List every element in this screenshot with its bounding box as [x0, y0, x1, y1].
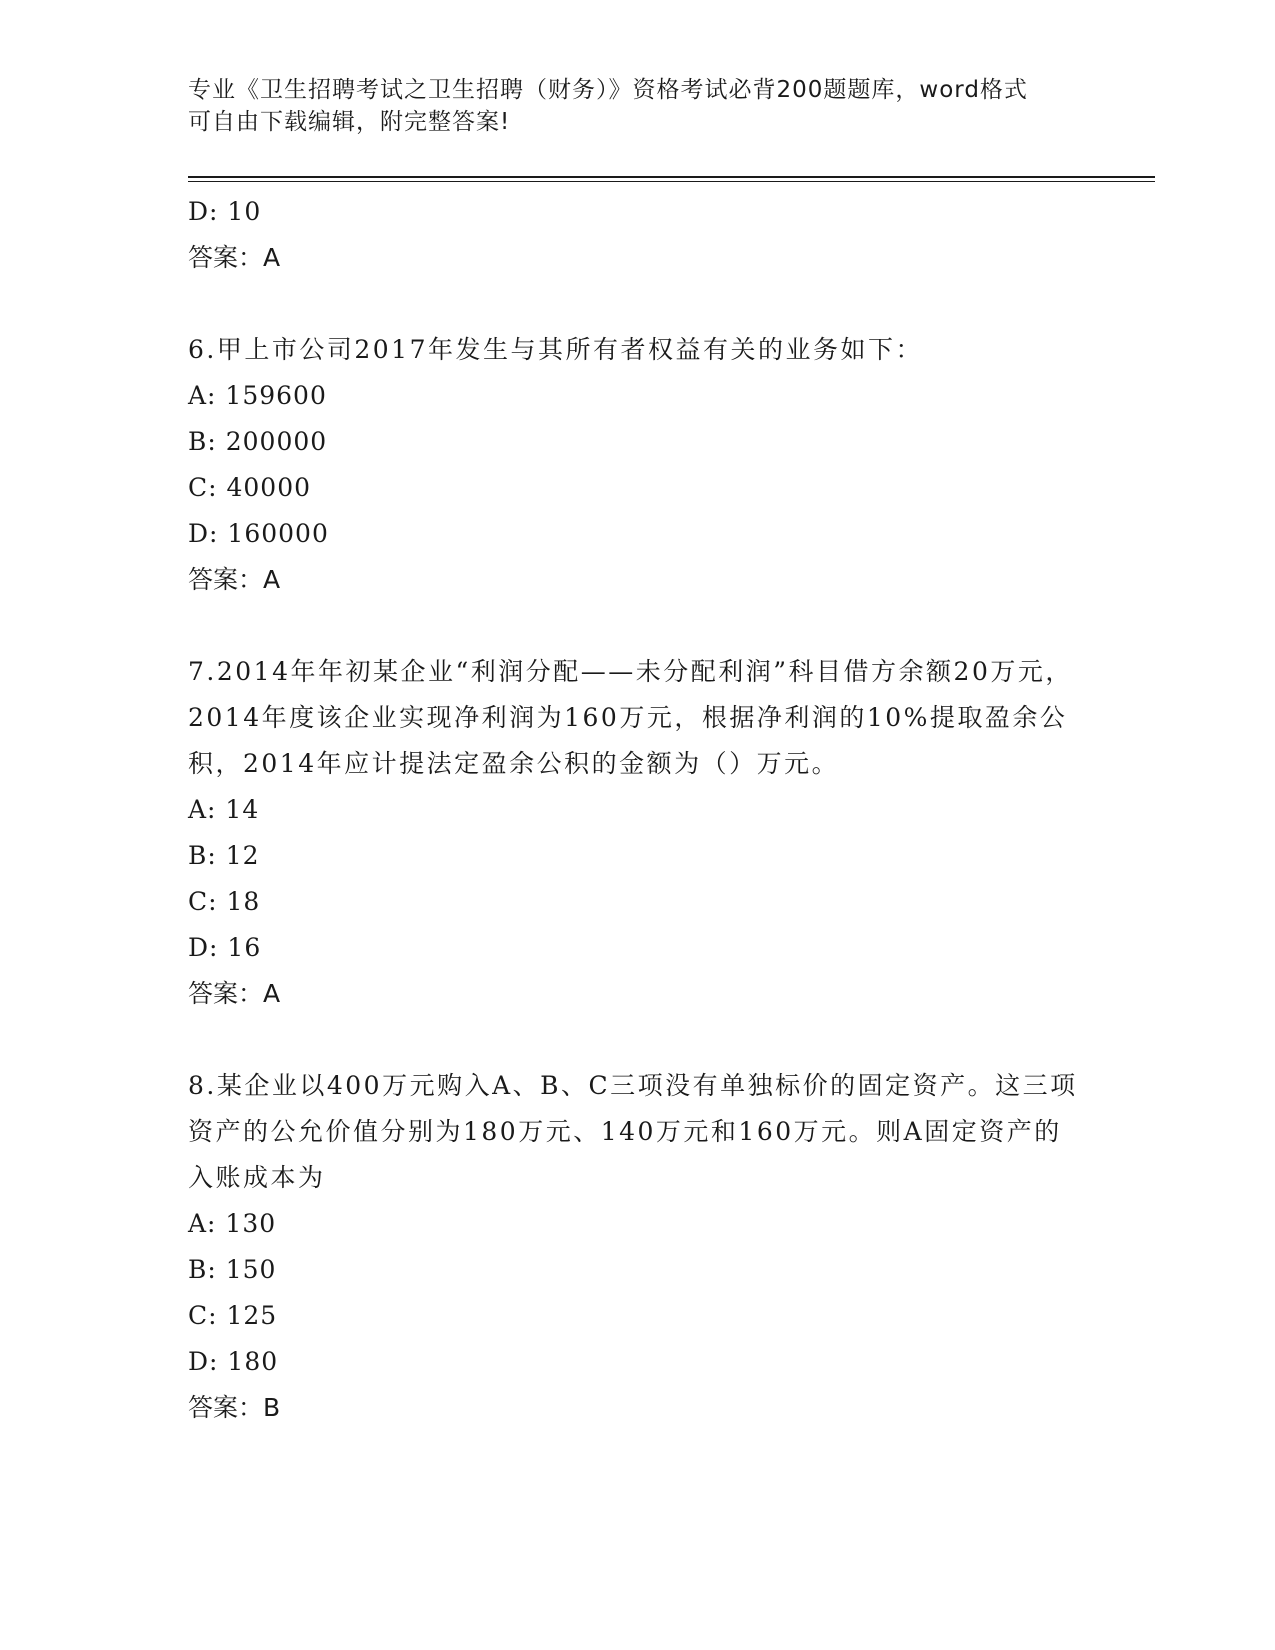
option-c: C: 40000	[188, 473, 312, 502]
answer-label: 答案：A	[188, 243, 281, 272]
question-8	[188, 1063, 1088, 1431]
answer-label: 答案：B	[188, 1393, 281, 1422]
option-d: D: 160000	[188, 519, 329, 548]
spacer	[188, 603, 1088, 649]
option-a: A: 130	[188, 1209, 277, 1238]
question-7	[188, 649, 1088, 1017]
answer-label: 答案：A	[188, 565, 281, 594]
spacer	[188, 1017, 1088, 1063]
spacer	[188, 281, 1088, 327]
option-d: D: 10	[188, 197, 262, 226]
option-d: D: 16	[188, 933, 262, 962]
option-a: A: 159600	[188, 381, 327, 410]
header-divider	[188, 176, 1155, 182]
question-text: 6.甲上市公司2017年发生与其所有者权益有关的业务如下：	[188, 335, 923, 364]
document-header	[188, 74, 1068, 138]
option-c: C: 18	[188, 887, 261, 916]
question-text: 7.2014年年初某企业“利润分配——未分配利润”科目借方余额20万元，2014年度该企业实现净利润为160万元，根据净利润的10%提取盈余公积，2014年应计提法定盈余公积的金额为（）万元。	[188, 657, 1073, 778]
option-d: D: 180	[188, 1347, 279, 1376]
option-b: B: 150	[188, 1255, 277, 1284]
header-title-line1: 专业《卫生招聘考试之卫生招聘（财务）》资格考试必背200题题库，word格式	[188, 77, 1028, 103]
prev-question-tail	[188, 189, 1088, 281]
option-b: B: 200000	[188, 427, 328, 456]
header-title-line2: 可自由下载编辑，附完整答案!	[188, 109, 511, 135]
question-list	[188, 189, 1088, 1431]
option-b: B: 12	[188, 841, 260, 870]
answer-label: 答案：A	[188, 979, 281, 1008]
option-c: C: 125	[188, 1301, 278, 1330]
question-text: 8.某企业以400万元购入A、B、C三项没有单独标价的固定资产。这三项资产的公允价值分别为180万元、140万元和160万元。则A固定资产的入账成本为	[188, 1071, 1078, 1192]
question-6	[188, 327, 1088, 603]
option-a: A: 14	[188, 795, 260, 824]
